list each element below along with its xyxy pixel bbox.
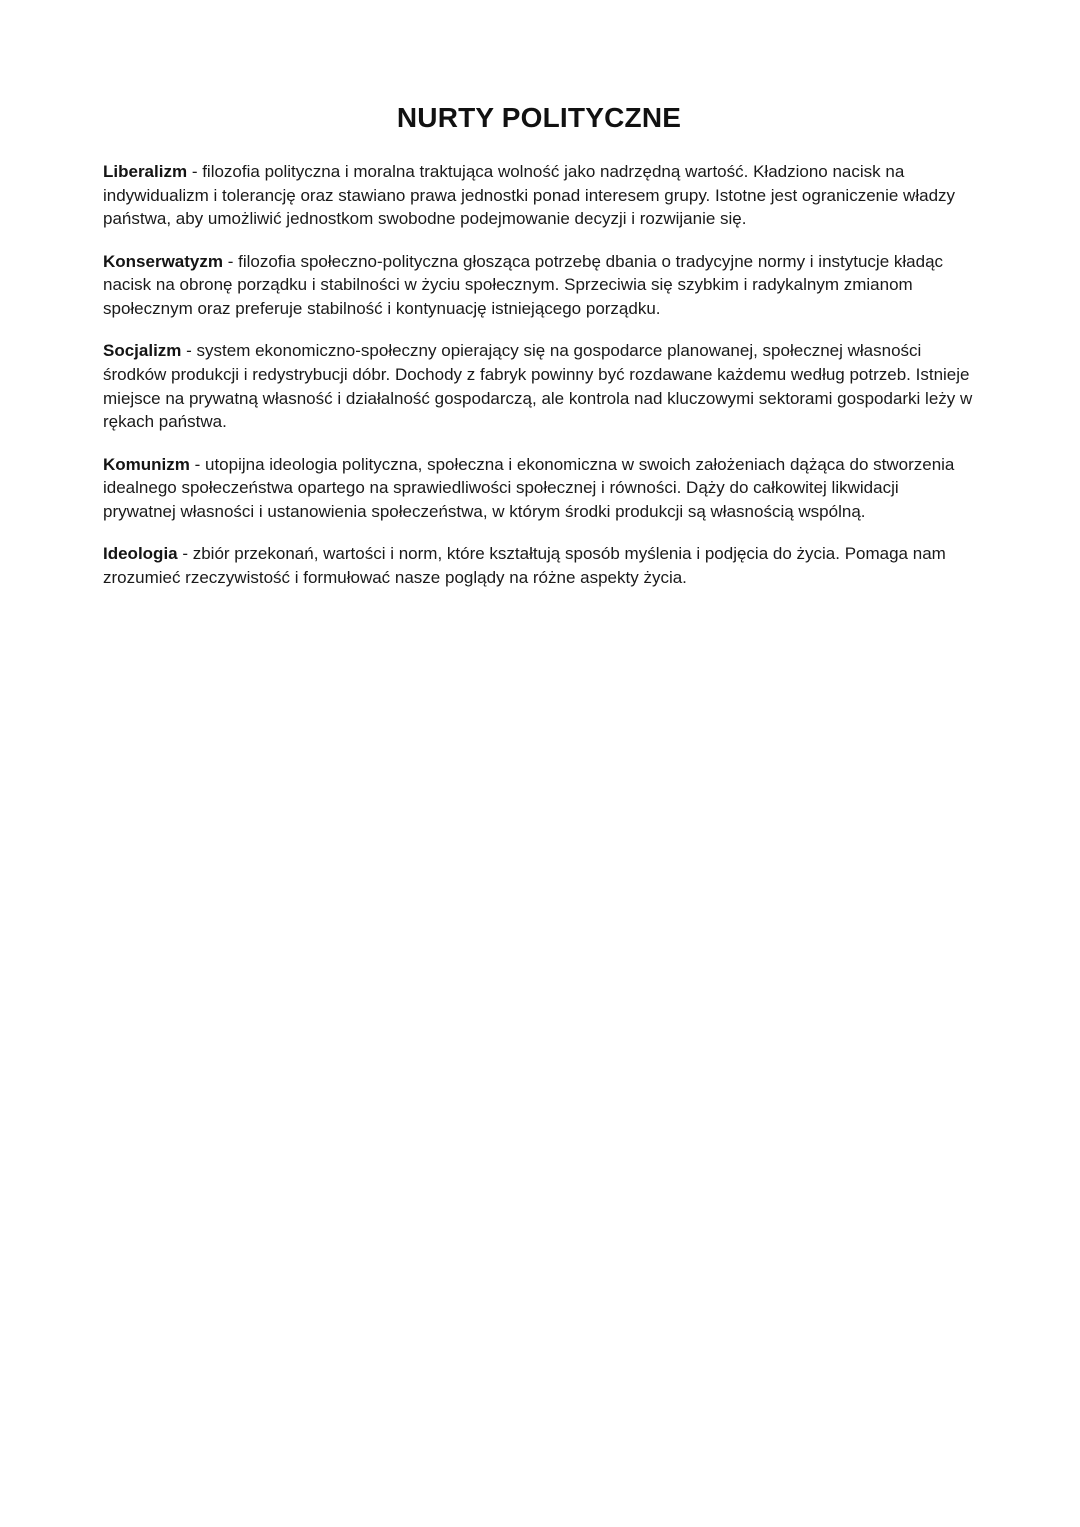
term-label: Ideologia [103,544,178,564]
term-label: Konserwatyzm [103,251,223,271]
definition-text: - utopijna ideologia polityczna, społeczna i ekonomiczna w swoich założeniach dążąca do stworzenia idealnego społeczeństwa opartego na sprawiedliwości społecznej i równości. Dąży do całkowitej likwidacji prywatnej własności i ustanowienia społeczeństwa, w którym środki produkcji są własnością wspólną. [103,454,955,521]
definition-text: - filozofia społeczno-polityczna głosząca potrzebę dbania o tradycyjne normy i instytucje kładąc nacisk na obronę porządku i stabilności w życiu społecznym. Sprzeciwia się szybkim i radykalnym zmianom społecznym oraz preferuje stabilność i kontynuację istniejącego porządku. [103,251,944,319]
definition-text: - zbiór przekonań, wartości i norm, które kształtują sposób myślenia i podjęcia do życia. Pomaga nam zrozumieć rzeczywistość i formułować nasze poglądy na różne aspekty życia. [103,544,946,587]
document-content [0,0,975,590]
definition-text: - system ekonomiczno-społeczny opierający się na gospodarce planowanej, społecznej własności środków produkcji i redystrybucji dóbr. Dochody z fabryk powinny być rozdawane każdemu według potrzeb. Istnieje miejsce na prywatną własność i działalność gospodarczą, ale kontrola nad kluczowymi sektorami gospodarki leży w rękach państwa. [103,341,973,432]
term-label: Liberalizm [103,162,188,181]
definition-text: - filozofia polityczna i moralna traktująca wolność jako nadrzędną wartość. Kładziono nacisk na indywidualizm i tolerancję oraz stawiano prawa jednostki ponad interesem grupy. Istotne jest ograniczenie władzy państwa, aby umożliwić jednostkom swobodne podejmowanie decyzji i rozwijanie się. [103,162,956,229]
definition-paragraph-ideologia [103,542,975,589]
definition-paragraph-socjalizm [103,339,975,434]
definition-paragraph-liberalizm [103,160,975,231]
definition-paragraph-konserwatyzm [103,250,975,321]
definition-paragraph-komunizm [103,453,975,524]
term-label: Socjalizm [103,341,182,361]
page-title: NURTY POLITYCZNE [396,102,682,133]
term-label: Komunizm [103,454,190,474]
